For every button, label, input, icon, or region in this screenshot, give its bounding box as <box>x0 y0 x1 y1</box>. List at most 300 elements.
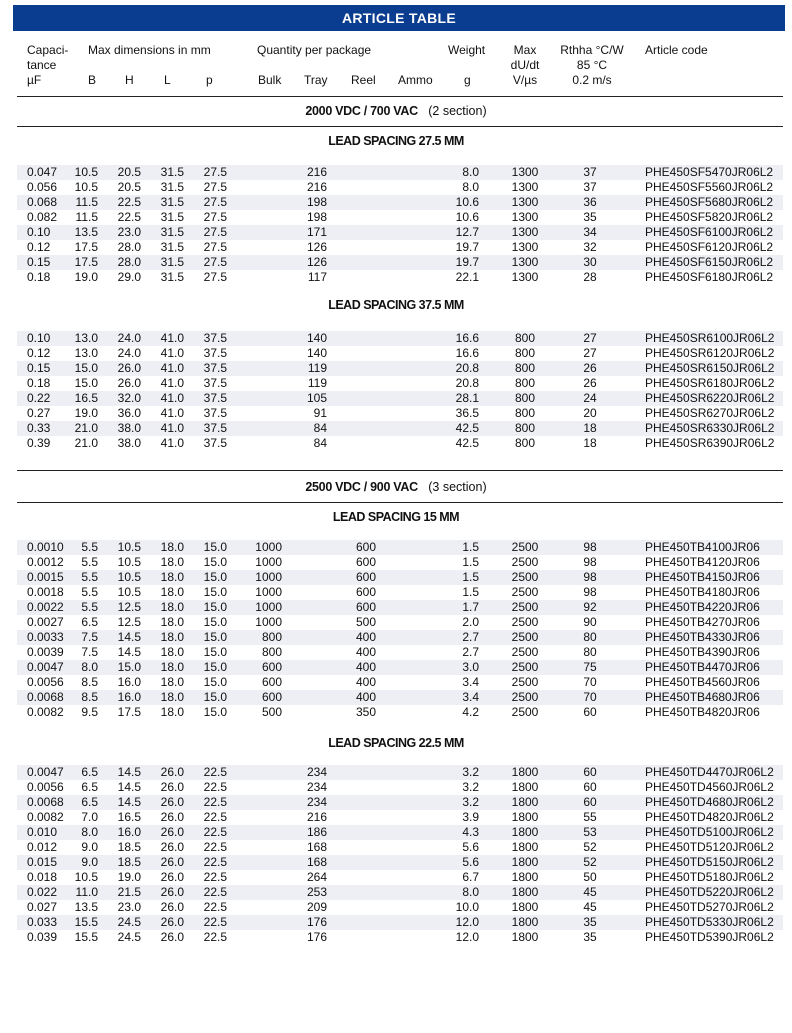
cell-dudt: 2500 <box>511 555 539 569</box>
cell-dudt: 2500 <box>511 705 539 719</box>
cell-rth: 35 <box>583 930 597 944</box>
cell-capacitance: 0.0047 <box>27 660 64 674</box>
cell-dim-p: 22.5 <box>203 840 227 854</box>
cell-capacitance: 0.39 <box>27 436 51 450</box>
article-table-title: ARTICLE TABLE <box>13 5 785 31</box>
cell-rth: 98 <box>583 555 597 569</box>
lead-spacing-heading: LEAD SPACING 22.5 MM <box>328 736 464 750</box>
cell-dim-h: 10.5 <box>117 570 141 584</box>
cell-dim-p: 37.5 <box>203 331 227 345</box>
cell-rth: 20 <box>583 406 597 420</box>
header-weight: Weight <box>448 43 486 57</box>
table-row <box>17 270 783 285</box>
cell-dim-b: 13.5 <box>74 225 98 239</box>
cell-article-code: PHE450TD5150JR06L2 <box>645 855 774 869</box>
cell-dim-h: 26.0 <box>117 376 141 390</box>
cell-dim-b: 11.5 <box>75 195 98 209</box>
cell-article-code: PHE450SR6100JR06L2 <box>645 331 775 345</box>
cell-rth: 34 <box>583 225 597 239</box>
cell-weight: 3.2 <box>462 765 479 779</box>
cell-dim-l: 18.0 <box>160 705 184 719</box>
cell-dim-p: 37.5 <box>203 436 227 450</box>
cell-capacitance: 0.0056 <box>27 675 64 689</box>
cell-dim-b: 13.5 <box>74 900 98 914</box>
cell-dim-l: 18.0 <box>160 600 184 614</box>
cell-dudt: 1300 <box>511 240 539 254</box>
cell-rth: 92 <box>583 600 597 614</box>
cell-tray: 168 <box>306 855 327 869</box>
cell-dim-p: 15.0 <box>203 690 227 704</box>
header-rth-3: 0.2 m/s <box>572 73 612 87</box>
cell-article-code: PHE450TD4470JR06L2 <box>645 765 774 779</box>
cell-weight: 3.2 <box>462 795 479 809</box>
cell-rth: 53 <box>583 825 597 839</box>
cell-dudt: 2500 <box>511 660 539 674</box>
cell-bulk: 800 <box>261 645 282 659</box>
table-row <box>17 376 783 391</box>
table-row <box>17 690 783 705</box>
cell-dim-l: 41.0 <box>160 391 184 405</box>
cell-dim-p: 37.5 <box>203 391 227 405</box>
cell-dim-l: 26.0 <box>160 855 184 869</box>
table-row <box>17 180 783 195</box>
cell-weight: 28.1 <box>455 391 479 405</box>
cell-rth: 50 <box>583 870 597 884</box>
cell-article-code: PHE450SR6150JR06L2 <box>645 361 775 375</box>
header-dudt-2: dU/dt <box>510 58 540 72</box>
cell-dim-l: 41.0 <box>160 331 184 345</box>
cell-dudt: 2500 <box>511 690 539 704</box>
section-voltage: 2500 VDC / 900 VAC <box>305 480 418 494</box>
cell-capacitance: 0.082 <box>27 210 58 224</box>
cell-dim-h: 20.5 <box>117 180 141 194</box>
cell-dim-h: 18.5 <box>117 855 141 869</box>
cell-rth: 80 <box>583 645 597 659</box>
cell-capacitance: 0.0018 <box>27 585 64 599</box>
cell-weight: 10.6 <box>455 210 479 224</box>
header-dim-l: L <box>164 73 171 87</box>
cell-tray: 198 <box>306 210 327 224</box>
cell-weight: 12.7 <box>455 225 479 239</box>
header-ammo: Ammo <box>398 73 433 87</box>
cell-tray: 91 <box>313 406 327 420</box>
cell-reel: 400 <box>355 660 376 674</box>
cell-capacitance: 0.18 <box>27 376 51 390</box>
cell-article-code: PHE450SF6150JR06L2 <box>645 255 774 269</box>
cell-tray: 126 <box>306 255 327 269</box>
cell-dim-b: 6.5 <box>81 795 98 809</box>
cell-dim-b: 15.5 <box>74 930 98 944</box>
table-row <box>17 331 783 346</box>
cell-tray: 186 <box>306 825 327 839</box>
cell-article-code: PHE450SR6120JR06L2 <box>645 346 775 360</box>
cell-dim-b: 19.0 <box>74 406 98 420</box>
header-weight-unit: g <box>464 73 471 87</box>
table-row <box>17 765 783 780</box>
cell-weight: 19.7 <box>455 255 479 269</box>
cell-tray: 119 <box>307 361 327 375</box>
cell-tray: 234 <box>306 765 327 779</box>
cell-rth: 52 <box>583 840 597 854</box>
cell-dim-p: 27.5 <box>203 270 227 284</box>
cell-capacitance: 0.033 <box>27 915 58 929</box>
cell-dim-l: 41.0 <box>160 436 184 450</box>
cell-article-code: PHE450SR6220JR06L2 <box>645 391 775 405</box>
cell-bulk: 500 <box>261 705 282 719</box>
cell-dim-h: 12.5 <box>117 600 141 614</box>
cell-rth: 35 <box>583 915 597 929</box>
cell-dim-b: 5.5 <box>81 570 98 584</box>
cell-dim-h: 18.5 <box>117 840 141 854</box>
cell-dim-h: 14.5 <box>117 765 141 779</box>
cell-dim-h: 10.5 <box>117 540 141 554</box>
cell-dim-l: 41.0 <box>160 421 184 435</box>
cell-dim-l: 26.0 <box>160 795 184 809</box>
cell-capacitance: 0.10 <box>27 331 51 345</box>
cell-dudt: 2500 <box>511 540 539 554</box>
header-bulk: Bulk <box>258 73 282 87</box>
cell-dim-l: 18.0 <box>160 615 184 629</box>
cell-dudt: 1300 <box>511 225 539 239</box>
cell-dim-b: 10.5 <box>74 180 98 194</box>
cell-dim-l: 41.0 <box>160 406 184 420</box>
rows-group <box>17 540 783 720</box>
cell-dudt: 2500 <box>511 570 539 584</box>
cell-dudt: 1300 <box>511 255 539 269</box>
cell-dim-h: 24.0 <box>117 346 141 360</box>
cell-dim-p: 27.5 <box>203 255 227 269</box>
cell-dim-p: 22.5 <box>203 795 227 809</box>
table-row <box>17 421 783 436</box>
header-dim-b: B <box>88 73 97 87</box>
cell-weight: 3.2 <box>462 780 479 794</box>
cell-article-code: PHE450TB4560JR06 <box>645 675 760 689</box>
cell-dim-l: 18.0 <box>160 540 184 554</box>
header-quantity: Quantity per package <box>257 43 372 57</box>
section-note: (3 section) <box>428 480 487 494</box>
cell-bulk: 600 <box>261 660 282 674</box>
cell-weight: 10.0 <box>455 900 479 914</box>
cell-article-code: PHE450TD5270JR06L2 <box>645 900 774 914</box>
cell-article-code: PHE450SR6330JR06L2 <box>645 421 775 435</box>
rows-group <box>17 331 783 451</box>
cell-rth: 18 <box>583 421 597 435</box>
cell-rth: 26 <box>583 376 597 390</box>
cell-article-code: PHE450TB4330JR06 <box>645 630 760 644</box>
cell-rth: 98 <box>583 540 597 554</box>
lead-spacing-heading: LEAD SPACING 37.5 MM <box>328 298 464 312</box>
cell-capacitance: 0.33 <box>27 421 51 435</box>
cell-bulk: 1000 <box>255 540 282 554</box>
cell-bulk: 1000 <box>255 585 282 599</box>
cell-dim-h: 32.0 <box>117 391 141 405</box>
cell-dudt: 1300 <box>511 270 539 284</box>
cell-dim-b: 8.5 <box>81 690 98 704</box>
table-row <box>17 915 783 930</box>
cell-rth: 36 <box>583 195 597 209</box>
cell-capacitance: 0.0056 <box>27 780 64 794</box>
cell-dim-p: 27.5 <box>203 240 227 254</box>
cell-article-code: PHE450TB4270JR06 <box>645 615 760 629</box>
cell-dudt: 2500 <box>511 615 539 629</box>
cell-article-code: PHE450TD5100JR06L2 <box>645 825 774 839</box>
cell-dim-h: 14.5 <box>117 630 141 644</box>
cell-dim-p: 15.0 <box>203 630 227 644</box>
header-dim-h: H <box>125 73 134 87</box>
header-capacitance-unit: µF <box>27 73 42 87</box>
cell-dim-b: 11.5 <box>75 210 98 224</box>
cell-dim-p: 15.0 <box>203 615 227 629</box>
cell-dim-p: 27.5 <box>203 195 227 209</box>
cell-dim-b: 5.5 <box>81 540 98 554</box>
cell-dim-p: 15.0 <box>203 555 227 569</box>
cell-capacitance: 0.18 <box>27 270 51 284</box>
cell-article-code: PHE450TD5180JR06L2 <box>645 870 774 884</box>
cell-capacitance: 0.068 <box>27 195 58 209</box>
cell-tray: 176 <box>306 930 327 944</box>
cell-tray: 198 <box>306 195 327 209</box>
cell-article-code: PHE450SF5820JR06L2 <box>645 210 774 224</box>
cell-weight: 5.6 <box>462 840 479 854</box>
cell-dim-p: 22.5 <box>203 885 227 899</box>
cell-weight: 10.6 <box>455 195 479 209</box>
cell-reel: 400 <box>355 675 376 689</box>
table-row <box>17 165 783 180</box>
cell-dim-l: 31.5 <box>160 165 184 179</box>
cell-dim-l: 26.0 <box>160 915 184 929</box>
cell-dim-b: 10.5 <box>74 165 98 179</box>
cell-reel: 400 <box>355 630 376 644</box>
table-row <box>17 436 783 451</box>
cell-dim-p: 22.5 <box>203 870 227 884</box>
cell-article-code: PHE450SR6180JR06L2 <box>645 376 775 390</box>
cell-dim-b: 15.5 <box>74 915 98 929</box>
table-row <box>17 660 783 675</box>
cell-dim-h: 19.0 <box>117 870 141 884</box>
cell-dim-l: 31.5 <box>160 210 184 224</box>
header-capacitance-2: tance <box>27 58 57 72</box>
table-row <box>17 780 783 795</box>
cell-dim-h: 20.5 <box>117 165 141 179</box>
cell-dim-p: 27.5 <box>203 225 227 239</box>
cell-dim-b: 8.5 <box>81 675 98 689</box>
cell-dim-b: 13.0 <box>74 331 98 345</box>
cell-rth: 35 <box>583 210 597 224</box>
cell-article-code: PHE450SF6100JR06L2 <box>645 225 774 239</box>
cell-dudt: 1300 <box>511 165 539 179</box>
table-row <box>17 406 783 421</box>
table-row <box>17 855 783 870</box>
cell-tray: 234 <box>306 795 327 809</box>
cell-dudt: 1800 <box>511 840 539 854</box>
cell-weight: 2.7 <box>462 630 479 644</box>
table-row <box>17 361 783 376</box>
cell-weight: 19.7 <box>455 240 479 254</box>
cell-article-code: PHE450TB4220JR06 <box>645 600 760 614</box>
cell-tray: 176 <box>306 915 327 929</box>
header-dim-p: p <box>206 73 213 87</box>
cell-dim-l: 31.5 <box>160 255 184 269</box>
cell-dim-p: 22.5 <box>203 930 227 944</box>
cell-dim-h: 15.0 <box>117 660 141 674</box>
cell-dim-h: 26.0 <box>117 361 141 375</box>
cell-capacitance: 0.015 <box>27 855 58 869</box>
cell-dim-l: 26.0 <box>160 930 184 944</box>
table-row <box>17 195 783 210</box>
cell-dim-h: 14.5 <box>117 795 141 809</box>
rows-group <box>17 765 783 945</box>
cell-dudt: 1800 <box>511 915 539 929</box>
cell-dim-b: 7.5 <box>81 630 98 644</box>
cell-dim-b: 6.5 <box>81 615 98 629</box>
cell-dim-l: 18.0 <box>160 660 184 674</box>
cell-rth: 98 <box>583 570 597 584</box>
cell-dim-p: 37.5 <box>203 421 227 435</box>
cell-capacitance: 0.22 <box>27 391 51 405</box>
table-row <box>17 645 783 660</box>
table-row <box>17 900 783 915</box>
cell-tray: 168 <box>306 840 327 854</box>
cell-article-code: PHE450TD5390JR06L2 <box>645 930 774 944</box>
cell-dim-p: 22.5 <box>203 855 227 869</box>
table-row <box>17 346 783 361</box>
cell-dudt: 2500 <box>511 645 539 659</box>
cell-dim-h: 24.5 <box>117 915 141 929</box>
cell-tray: 264 <box>306 870 327 884</box>
cell-tray: 84 <box>313 421 327 435</box>
cell-dudt: 800 <box>514 436 536 450</box>
cell-tray: 171 <box>306 225 327 239</box>
cell-weight: 1.5 <box>462 555 479 569</box>
cell-capacitance: 0.039 <box>27 930 58 944</box>
cell-dim-b: 9.5 <box>81 705 98 719</box>
table-row <box>17 585 783 600</box>
header-dudt-unit: V/µs <box>512 73 538 87</box>
cell-dim-b: 6.5 <box>81 765 98 779</box>
header-reel: Reel <box>351 73 376 87</box>
cell-dim-l: 31.5 <box>160 225 184 239</box>
cell-dim-b: 9.0 <box>81 840 98 854</box>
cell-dudt: 800 <box>514 421 536 435</box>
cell-dim-l: 18.0 <box>160 570 184 584</box>
cell-weight: 16.6 <box>455 346 479 360</box>
cell-tray: 216 <box>306 165 327 179</box>
cell-dim-l: 18.0 <box>160 630 184 644</box>
cell-dudt: 2500 <box>511 600 539 614</box>
cell-rth: 60 <box>583 795 597 809</box>
cell-dim-l: 41.0 <box>160 361 184 375</box>
cell-tray: 253 <box>306 885 327 899</box>
cell-article-code: PHE450SR6270JR06L2 <box>645 406 775 420</box>
cell-dudt: 1800 <box>511 870 539 884</box>
cell-dim-b: 13.0 <box>74 346 98 360</box>
cell-weight: 5.6 <box>462 855 479 869</box>
table-row <box>17 240 783 255</box>
table-row <box>17 600 783 615</box>
cell-capacitance: 0.0027 <box>27 615 64 629</box>
cell-dim-b: 9.0 <box>81 855 98 869</box>
cell-dim-l: 31.5 <box>160 195 184 209</box>
header-rth-1: Rthha °C/W <box>560 43 624 57</box>
table-row <box>17 630 783 645</box>
cell-dim-l: 31.5 <box>160 180 184 194</box>
table-row <box>17 930 783 945</box>
cell-reel: 600 <box>355 555 376 569</box>
cell-article-code: PHE450SF5680JR06L2 <box>645 195 774 209</box>
cell-dim-b: 15.0 <box>74 376 98 390</box>
cell-dim-p: 27.5 <box>203 180 227 194</box>
cell-reel: 500 <box>355 615 376 629</box>
cell-dim-h: 14.5 <box>117 780 141 794</box>
cell-dim-p: 15.0 <box>203 660 227 674</box>
cell-article-code: PHE450TD5220JR06L2 <box>645 885 774 899</box>
cell-dim-b: 16.5 <box>74 391 98 405</box>
cell-capacitance: 0.0068 <box>27 690 64 704</box>
cell-dim-h: 16.0 <box>117 675 141 689</box>
cell-rth: 90 <box>583 615 597 629</box>
cell-capacitance: 0.0010 <box>27 540 64 554</box>
cell-dim-p: 37.5 <box>203 376 227 390</box>
cell-dim-h: 22.5 <box>117 195 141 209</box>
cell-dim-h: 24.0 <box>117 331 141 345</box>
table-row <box>17 810 783 825</box>
cell-dudt: 800 <box>514 376 536 390</box>
cell-article-code: PHE450TD5120JR06L2 <box>645 840 774 854</box>
cell-dim-l: 41.0 <box>160 346 184 360</box>
table-row <box>17 570 783 585</box>
cell-article-code: PHE450SF5560JR06L2 <box>645 180 774 194</box>
cell-tray: 126 <box>306 240 327 254</box>
cell-dudt: 1800 <box>511 795 539 809</box>
divider <box>17 470 783 471</box>
cell-weight: 1.5 <box>462 585 479 599</box>
cell-dim-l: 26.0 <box>160 840 184 854</box>
cell-capacitance: 0.12 <box>27 346 51 360</box>
cell-dim-p: 15.0 <box>203 600 227 614</box>
header-capacitance-1: Capaci- <box>27 43 69 57</box>
cell-rth: 37 <box>583 165 597 179</box>
cell-tray: 234 <box>306 780 327 794</box>
table-row <box>17 870 783 885</box>
cell-dim-b: 21.0 <box>74 421 98 435</box>
section-voltage-heading <box>0 480 792 494</box>
cell-article-code: PHE450SF5470JR06L2 <box>645 165 774 179</box>
cell-article-code: PHE450TB4390JR06 <box>645 645 760 659</box>
cell-capacitance: 0.0047 <box>27 765 64 779</box>
cell-dim-l: 18.0 <box>160 645 184 659</box>
cell-reel: 350 <box>355 705 376 719</box>
divider <box>17 502 783 503</box>
cell-rth: 28 <box>583 270 597 284</box>
cell-dim-p: 37.5 <box>203 406 227 420</box>
cell-dim-p: 27.5 <box>203 210 227 224</box>
cell-capacitance: 0.056 <box>27 180 58 194</box>
cell-tray: 216 <box>306 810 327 824</box>
cell-article-code: PHE450TB4120JR06 <box>645 555 760 569</box>
cell-tray: 216 <box>306 180 327 194</box>
header-tray: Tray <box>304 73 328 87</box>
cell-tray: 84 <box>313 436 327 450</box>
cell-dim-b: 8.0 <box>81 825 98 839</box>
cell-tray: 209 <box>306 900 327 914</box>
cell-dudt: 1300 <box>511 195 539 209</box>
cell-capacitance: 0.0022 <box>27 600 64 614</box>
cell-capacitance: 0.0033 <box>27 630 64 644</box>
header-dudt-1: Max <box>513 43 537 57</box>
cell-bulk: 600 <box>261 690 282 704</box>
cell-weight: 1.7 <box>462 600 479 614</box>
cell-dim-h: 21.5 <box>117 885 141 899</box>
